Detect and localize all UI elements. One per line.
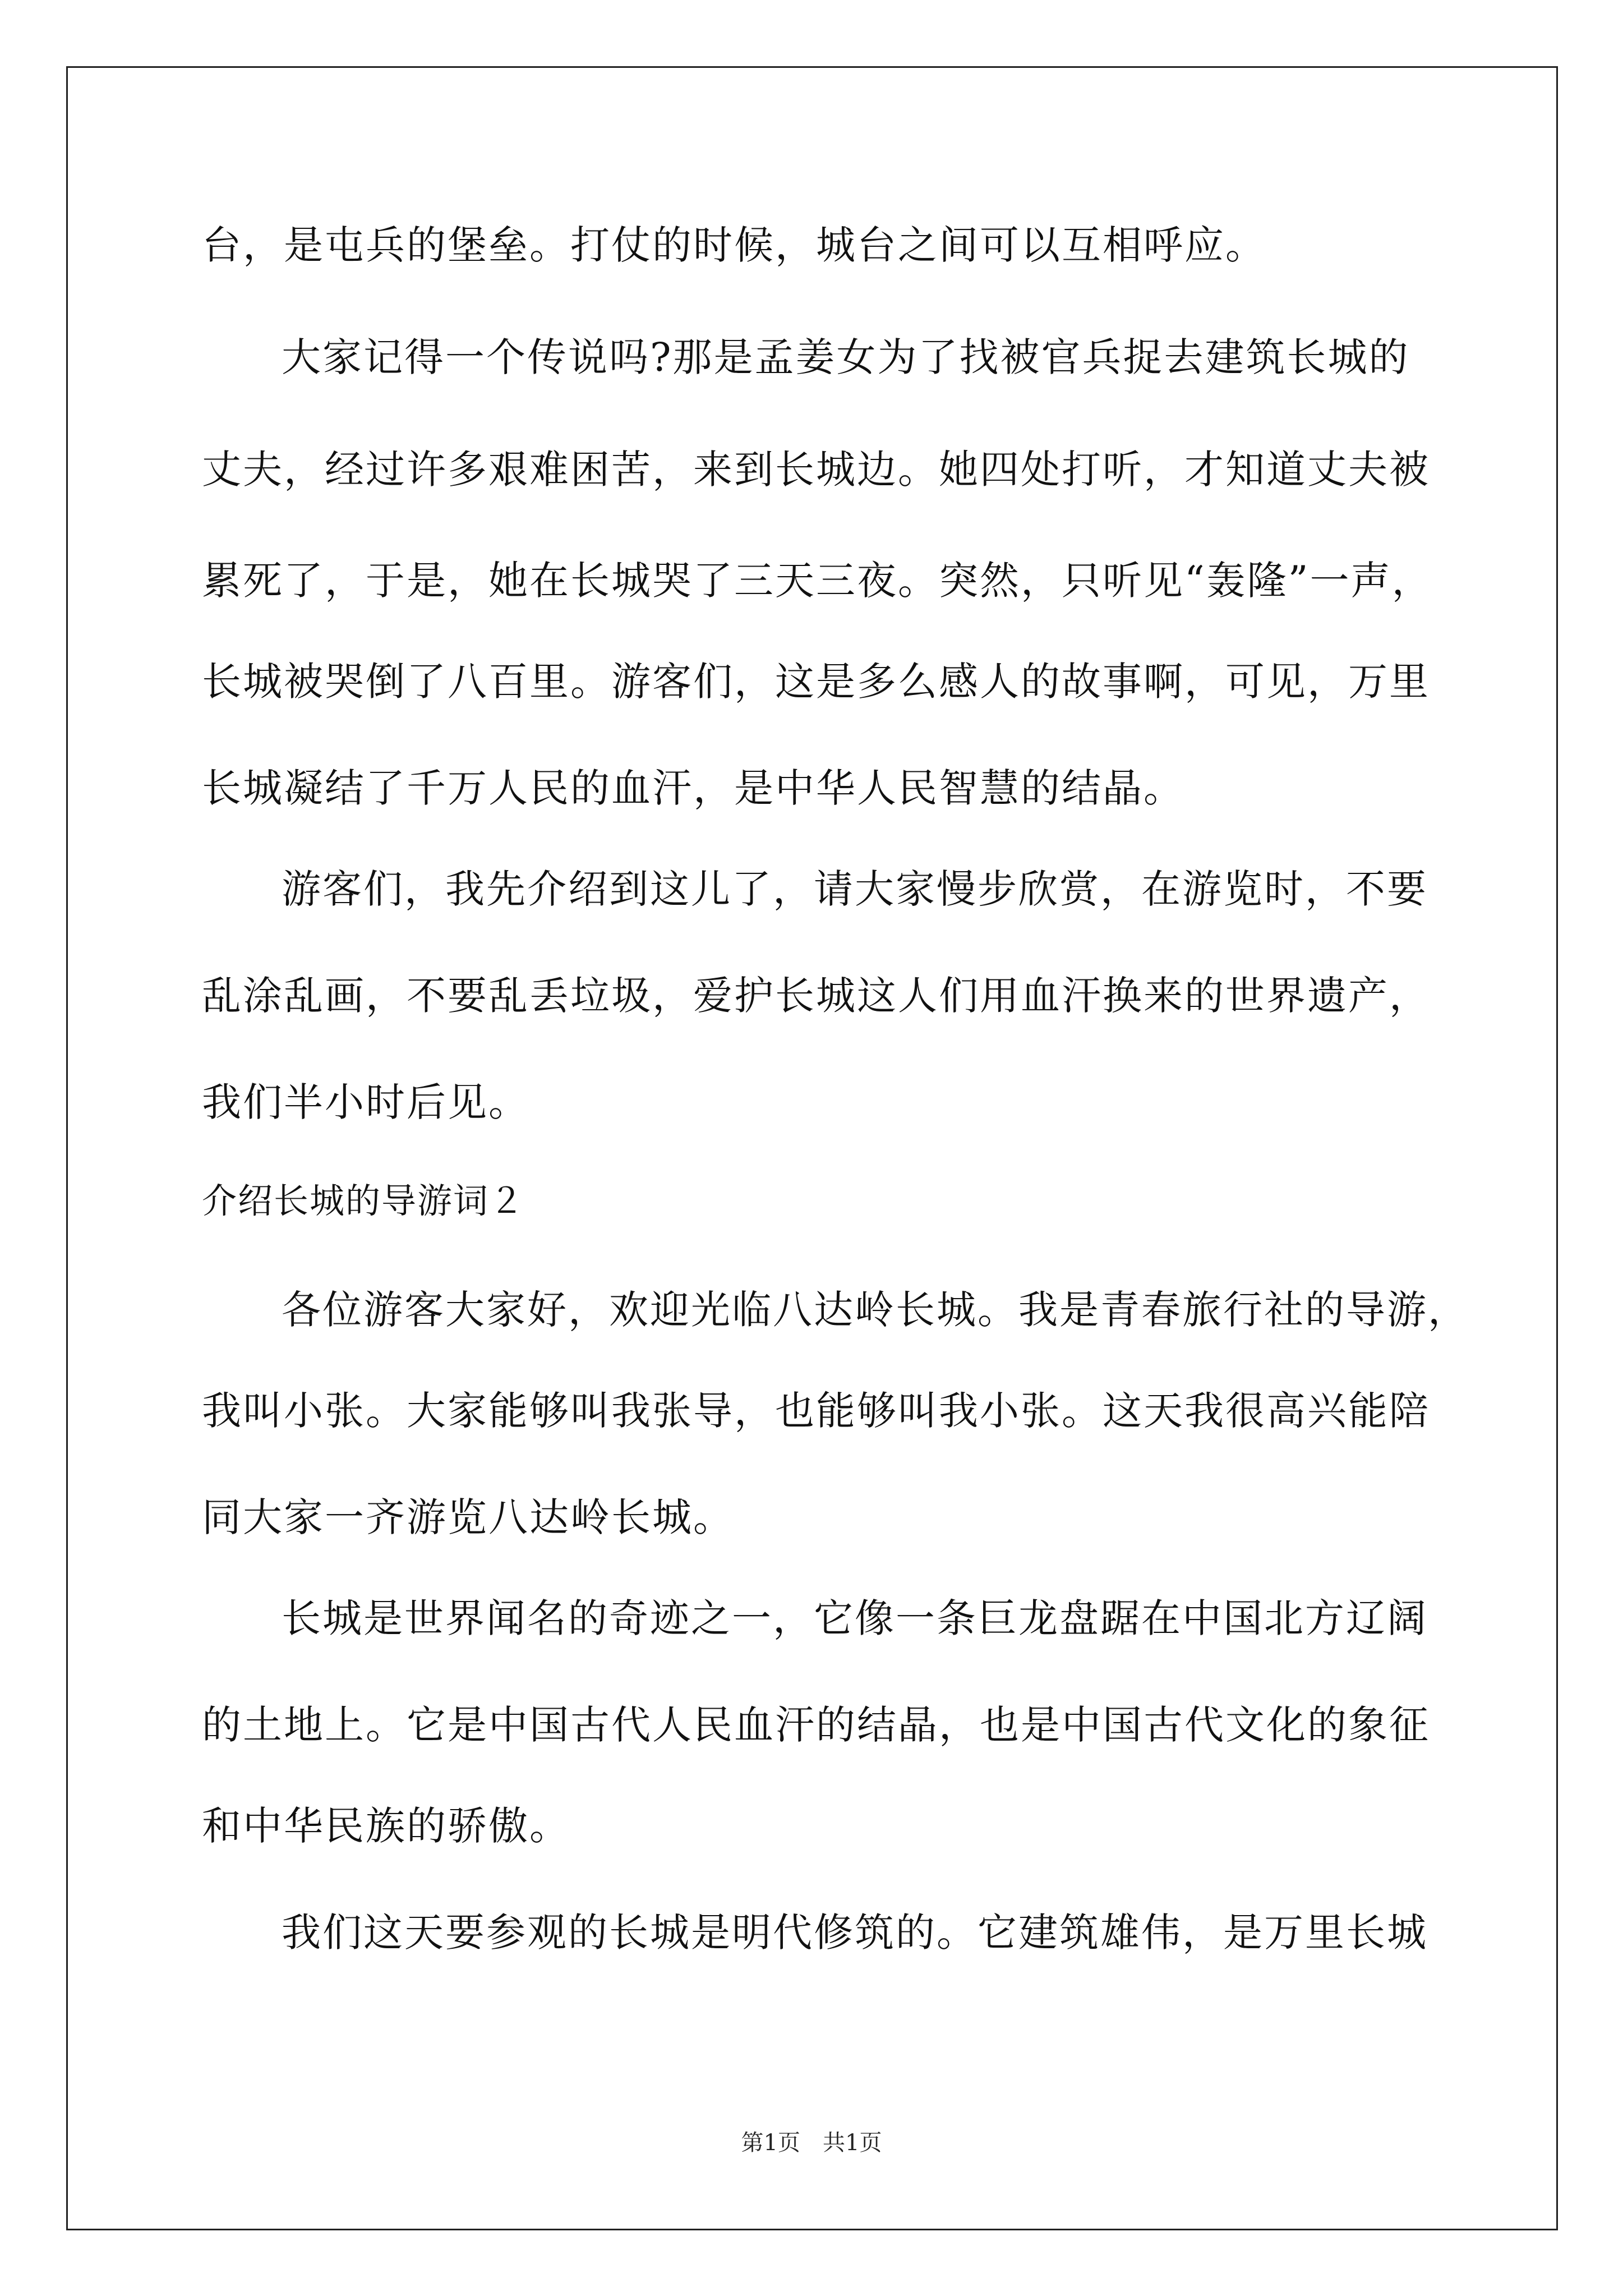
text-line: 长城被哭倒了八百里。游客们，这是多么感人的故事啊，可见，万里	[202, 659, 1430, 705]
text-line: 乱涂乱画，不要乱丢垃圾，爱护长城这人们用血汗换来的世界遗产，	[202, 973, 1430, 1019]
text-line: 长城凝结了千万人民的血汗，是中华人民智慧的结晶。	[202, 765, 1184, 811]
text-line: 游客们，我先介绍到这儿了，请大家慢步欣赏，在游览时，不要	[282, 866, 1428, 912]
section-heading: 介绍长城的导游词２	[202, 1180, 525, 1221]
text-line: 我叫小张。大家能够叫我张导，也能够叫我小张。这天我很高兴能陪	[202, 1388, 1430, 1434]
text-line: 和中华民族的骄傲。	[202, 1803, 570, 1849]
page-border	[66, 66, 1558, 2230]
text-line: 我们这天要参观的长城是明代修筑的。它建筑雄伟，是万里长城	[282, 1910, 1428, 1955]
text-line: 同大家一齐游览八达岭长城。	[202, 1494, 734, 1540]
text-line: 各位游客大家好，欢迎光临八达岭长城。我是青春旅行社的导游，	[282, 1287, 1469, 1333]
text-line: 累死了，于是，她在长城哭了三天三夜。突然，只听见“轰隆”一声，	[202, 558, 1433, 604]
text-line: 台，是屯兵的堡垒。打仗的时候，城台之间可以互相呼应。	[202, 222, 1266, 268]
text-line: 大家记得一个传说吗?那是孟姜女为了找被官兵捉去建筑长城的	[282, 334, 1410, 380]
text-line: 的土地上。它是中国古代人民血汗的结晶，也是中国古代文化的象征	[202, 1702, 1430, 1748]
text-line: 长城是世界闻名的奇迹之一，它像一条巨龙盘踞在中国北方辽阔	[282, 1595, 1428, 1641]
text-line: 我们半小时后见。	[202, 1079, 529, 1125]
page-number: 第1页 共1页	[741, 2130, 882, 2156]
text-line: 丈夫，经过许多艰难困苦，来到长城边。她四处打听，才知道丈夫被	[202, 447, 1430, 493]
